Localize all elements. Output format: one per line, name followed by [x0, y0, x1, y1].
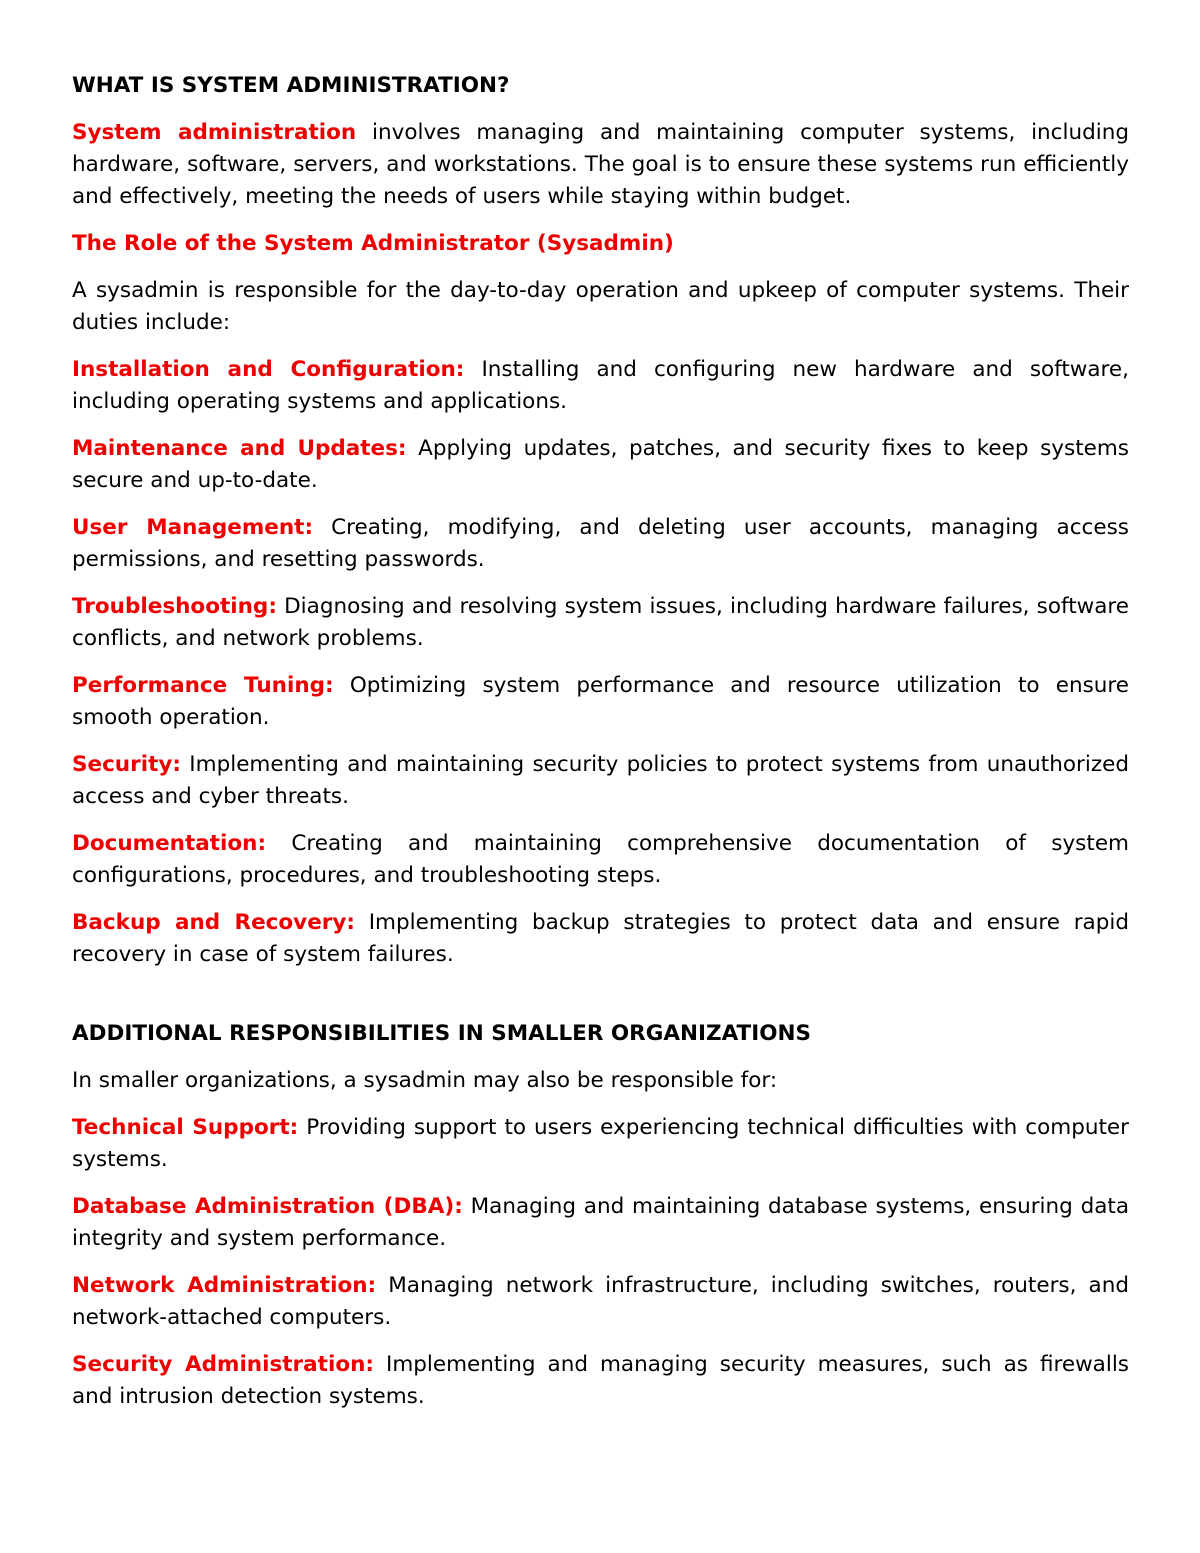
responsibility-item — [72, 1191, 1129, 1255]
responsibility-term: Database Administration (DBA): — [72, 1194, 463, 1219]
duty-item — [72, 907, 1129, 971]
responsibility-item — [72, 1112, 1129, 1176]
responsibility-text: Managing network infrastructure, including switches, routers, and network-attached computers. — [72, 1273, 1130, 1330]
duty-item — [72, 828, 1129, 892]
intro-term: System administration — [72, 120, 357, 145]
duty-term: Installation and Configuration: — [72, 357, 465, 382]
responsibility-text: Managing and maintaining database systems, ensuring data integrity and system performance. — [72, 1194, 1129, 1251]
duty-text: Installing and configuring new hardware and software, including operating systems and applications. — [72, 357, 1129, 414]
intro-paragraph — [72, 117, 1129, 213]
section-heading-additional-responsibilities: ADDITIONAL RESPONSIBILITIES IN SMALLER ORGANIZATIONS — [72, 1021, 811, 1046]
responsibility-text: Implementing and managing security measures, such as firewalls and intrusion detection systems. — [72, 1352, 1129, 1409]
responsibility-item — [72, 1270, 1129, 1334]
responsibility-item — [72, 1349, 1129, 1413]
duty-text: Implementing and maintaining security policies to protect systems from unauthorized access and cyber threats. — [72, 752, 1129, 809]
duty-item — [72, 591, 1129, 655]
duty-item — [72, 749, 1129, 813]
duty-text: Optimizing system performance and resource utilization to ensure smooth operation. — [72, 673, 1129, 730]
duty-text: Creating and maintaining comprehensive documentation of system configurations, procedures, and troubleshooting steps. — [72, 831, 1129, 888]
duty-term: Troubleshooting: — [72, 594, 277, 619]
duty-term: Security: — [72, 752, 181, 777]
duty-item — [72, 433, 1129, 497]
role-heading: The Role of the System Administrator (Sysadmin) — [72, 231, 674, 256]
responsibility-term: Security Administration: — [72, 1352, 374, 1377]
duty-item — [72, 354, 1129, 418]
section-heading-system-administration: WHAT IS SYSTEM ADMINISTRATION? — [72, 73, 510, 98]
duty-term: User Management: — [72, 515, 314, 540]
duty-term: Documentation: — [72, 831, 267, 856]
document-content — [72, 70, 1129, 1413]
role-paragraph: A sysadmin is responsible for the day-to-day operation and upkeep of computer systems. Their duties include: — [72, 278, 1129, 335]
responsibility-term: Technical Support: — [72, 1115, 299, 1140]
duty-item — [72, 670, 1129, 734]
duty-text: Creating, modifying, and deleting user accounts, managing access permissions, and resetting passwords. — [72, 515, 1130, 572]
duty-text: Implementing backup strategies to protect data and ensure rapid recovery in case of system failures. — [72, 910, 1129, 967]
intro-text: involves managing and maintaining computer systems, including hardware, software, servers, and workstations. The goal is to ensure these systems run efficiently and effectively, meeting the needs of users while staying within budget. — [72, 120, 1129, 209]
duty-text: Diagnosing and resolving system issues, including hardware failures, software conflicts, and network problems. — [72, 594, 1129, 651]
section2-intro: In smaller organizations, a sysadmin may also be responsible for: — [72, 1068, 778, 1093]
duty-item — [72, 512, 1129, 576]
duty-term: Maintenance and Updates: — [72, 436, 407, 461]
responsibility-term: Network Administration: — [72, 1273, 377, 1298]
duty-term: Backup and Recovery: — [72, 910, 355, 935]
duty-text: Applying updates, patches, and security fixes to keep systems secure and up-to-date. — [72, 436, 1130, 493]
duty-term: Performance Tuning: — [72, 673, 334, 698]
responsibility-text: Providing support to users experiencing technical difficulties with computer systems. — [72, 1115, 1129, 1172]
